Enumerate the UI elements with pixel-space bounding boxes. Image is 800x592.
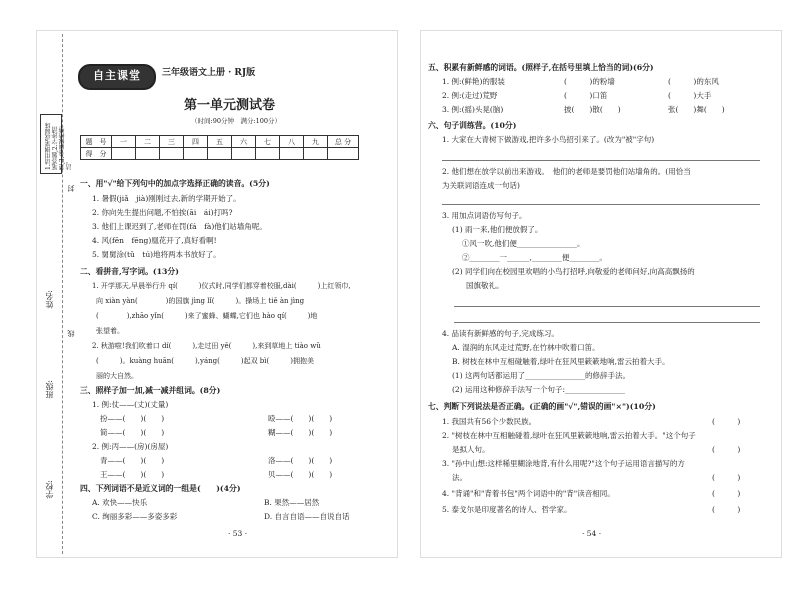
q5-item: 披( )散( ) bbox=[564, 105, 621, 114]
q6-s1: 1. 大家在大青树下做游戏,把许多小鸟招引来了。(改为"被"字句) bbox=[442, 135, 655, 144]
score-cell: 总 分 bbox=[328, 136, 359, 148]
score-input-cell[interactable] bbox=[328, 148, 359, 160]
exam-time-info: （时间:90分钟 满分:100分） bbox=[191, 117, 282, 125]
score-cell: 一 bbox=[112, 136, 136, 148]
score-input-cell[interactable] bbox=[256, 148, 280, 160]
q3-example: 1. 例:仗——(丈)(丈量) bbox=[92, 400, 169, 409]
score-cell: 八 bbox=[280, 136, 304, 148]
q7-item: 法。 bbox=[452, 473, 467, 482]
q7-item: 是拟人句。 bbox=[452, 445, 490, 454]
q3-item: 殴——( )( ) bbox=[268, 414, 333, 423]
score-cell: 九 bbox=[304, 136, 328, 148]
q7-paren[interactable]: ( ) bbox=[712, 489, 741, 498]
score-input-cell[interactable] bbox=[232, 148, 256, 160]
q5-item: 1. 例:(鲜艳)的服装 bbox=[442, 77, 505, 86]
q4-option: C. 绚丽多彩——多姿多彩 bbox=[92, 512, 178, 521]
q3-item: 青——( )( ) bbox=[100, 456, 165, 465]
score-input-cell[interactable] bbox=[184, 148, 208, 160]
q1-item: 2. 你向先生提出问题,不怕挨(āi ái)打吗? bbox=[92, 208, 233, 217]
logo: 自主课堂 bbox=[78, 64, 156, 90]
score-cell: 得 分 bbox=[81, 148, 112, 160]
q7-paren[interactable]: ( ) bbox=[712, 473, 741, 482]
q5-item: 张( )舞( ) bbox=[668, 105, 725, 114]
q2-title: 二、看拼音,写字词。(13分) bbox=[80, 267, 179, 276]
answer-line[interactable] bbox=[454, 306, 760, 307]
q1-item: 5. 舅舅涂(tǔ tú)地将两本书放好了。 bbox=[92, 250, 221, 259]
q6-title: 六、句子训练营。(10分) bbox=[428, 121, 517, 130]
q7-item: 2. "树枝在林中互相触碰着,绿叶在狂风里簌簌地响,雷云拍着大手。"这个句子 bbox=[442, 431, 696, 440]
q5-item: ( )大手 bbox=[668, 91, 712, 100]
name-label: 姓名: bbox=[45, 290, 54, 309]
notice-text: 1.请用钢笔或圆珠笔答题,2.字迹清楚,3.卷面保持整洁。 bbox=[45, 122, 73, 170]
score-cell: 四 bbox=[184, 136, 208, 148]
q7-title: 七、判断下列说法是否正确。(正确的画"√",错误的画"×")(10分) bbox=[428, 402, 656, 411]
q2-line: 1. 开学那天,早晨举行升 qí( )仪式时,同学们都穿着校服,dài( )上红领巾, bbox=[92, 282, 351, 290]
q2-line: 张望着。 bbox=[96, 327, 124, 335]
q6-s4: 4. 品读有新鲜感的句子,完成练习。 bbox=[442, 329, 559, 338]
answer-line[interactable] bbox=[454, 322, 760, 323]
score-cell: 二 bbox=[136, 136, 160, 148]
q7-paren[interactable]: ( ) bbox=[712, 505, 741, 514]
q5-item: ( )的粉墙 bbox=[564, 77, 615, 86]
q2-line: ( )。kuàng huān( ),yáng( )起双 bì( )拥抱美 bbox=[96, 357, 314, 365]
page-number-right: · 54 · bbox=[582, 529, 602, 538]
line-mark: 线 bbox=[67, 330, 75, 337]
q1-item: 4. 风(fēn fēng)凰花开了,真好看啊! bbox=[92, 236, 217, 245]
q6-s3d: (2) 同学们向在校园里欢唱的小鸟打招呼,向敬爱的老师问好,向高高飘扬的 bbox=[452, 267, 695, 276]
q1-title: 一、用"√"给下列句中的加点字选择正确的读音。(5分) bbox=[80, 179, 270, 188]
score-table-header-row bbox=[81, 136, 359, 148]
q7-item: 4. "背诵"和"背着书包"两个词语中的"背"读音相同。 bbox=[442, 489, 615, 498]
answer-line[interactable] bbox=[442, 160, 760, 161]
q1-item: 1. 暑假(jiǎ jià)刚刚过去,新的学期开始了。 bbox=[92, 194, 241, 203]
q6-s2: 2. 他们想在放学以前出来游戏。 他们的老师是要罚他们站墙角的。(用恰当 bbox=[442, 167, 691, 176]
q2-line: 丽的大自然。 bbox=[96, 372, 138, 380]
q4-option: B. 果然——居然 bbox=[264, 498, 320, 507]
q3-item: 糊——( )( ) bbox=[268, 428, 333, 437]
q3-title: 三、照样子加一加,减一减并组词。(8分) bbox=[80, 386, 221, 395]
score-input-cell[interactable] bbox=[208, 148, 232, 160]
q2-line: 2. 秋游啦!我们吹着口 dí( ),走过田 yě( ),来到草地上 tiào wǔ bbox=[92, 342, 321, 350]
q4-title: 四、下列词语不是近义词的一组是( )(4分) bbox=[80, 484, 241, 493]
q4-option: A. 欢快——快乐 bbox=[92, 498, 148, 507]
q5-item: 3. 例:(摇)头晃(脑) bbox=[442, 105, 504, 114]
q5-item: ( )的东风 bbox=[668, 77, 719, 86]
q3-example: 2. 例:丙——(房)(房屋) bbox=[92, 442, 169, 451]
score-input-cell[interactable] bbox=[304, 148, 328, 160]
q7-item: 5. 泰戈尔是印度著名的诗人、哲学家。 bbox=[442, 505, 572, 514]
score-cell: 五 bbox=[208, 136, 232, 148]
score-input-cell[interactable] bbox=[160, 148, 184, 160]
q4-option: D. 自言自语——自说自话 bbox=[264, 512, 350, 521]
school-label: 学校: bbox=[45, 480, 54, 499]
score-input-cell[interactable] bbox=[112, 148, 136, 160]
q2-line: ( ),zhāo yǐn( )来了蜜蜂、蝴蝶,它们也 hào qí( )地 bbox=[96, 312, 318, 320]
class-label: 班级: bbox=[45, 380, 54, 399]
score-input-cell[interactable] bbox=[136, 148, 160, 160]
q7-item: 1. 我国共有56个少数民族。 bbox=[442, 417, 537, 426]
q6-s2-cont: 为关联词语连成一句话) bbox=[442, 181, 520, 190]
q7-paren[interactable]: ( ) bbox=[712, 445, 741, 454]
q3-item: 扮——( )( ) bbox=[100, 414, 165, 423]
q7-paren[interactable]: ( ) bbox=[712, 417, 741, 426]
subject-label: 三年级语文上册 · RJ版 bbox=[162, 68, 256, 78]
q6-s3: 3. 用加点词语仿写句子。 bbox=[442, 211, 527, 220]
q3-item: 洛——( )( ) bbox=[268, 456, 333, 465]
q5-item: 2. 例:(走过)荒野 bbox=[442, 91, 498, 100]
score-cell: 七 bbox=[256, 136, 280, 148]
score-table-score-row bbox=[81, 148, 359, 160]
q6-s3e: 国旗敬礼。 bbox=[466, 281, 504, 290]
q7-item: 3. "孙中山想:这样稀里糊涂地背,有什么用呢?"这个句子运用语言描写的方 bbox=[442, 459, 685, 468]
q6-s4b: B. 树枝在林中互相碰触着,绿叶在狂风里簌簌地响,雷云拍着大手。 bbox=[452, 357, 670, 366]
q6-s3c: ②________一______,________便________。 bbox=[462, 253, 607, 262]
q6-s4c: (1) 这两句话都运用了________________的修辞手法。 bbox=[452, 371, 631, 380]
score-cell: 题 号 bbox=[81, 136, 112, 148]
score-table bbox=[80, 135, 359, 160]
q3-item: 简——( )( ) bbox=[100, 428, 165, 437]
score-cell: 六 bbox=[232, 136, 256, 148]
score-cell: 三 bbox=[160, 136, 184, 148]
q5-item: ( )口笛 bbox=[564, 91, 608, 100]
seal-mark: 封 bbox=[67, 185, 75, 192]
exam-title: 第一单元测试卷 bbox=[184, 98, 276, 113]
q3-item: 贝——( )( ) bbox=[268, 470, 333, 479]
q2-line: 向 xiàn yàn( )的国旗 jìng lǐ( )。操场上 tiě àn jìng bbox=[96, 297, 305, 305]
q6-s3b: ①风一吹,他们便________________。 bbox=[462, 239, 585, 248]
score-input-cell[interactable] bbox=[280, 148, 304, 160]
q6-s4d: (2) 运用这种修辞手法写一个句子:________________ bbox=[452, 385, 626, 394]
q5-title: 五、积累有新鲜感的词语。(照样子,在括号里填上恰当的词)(6分) bbox=[428, 63, 654, 72]
page-number-left: · 53 · bbox=[228, 529, 248, 538]
q6-s4a: A. 湿润的东风走过荒野,在竹林中吹着口笛。 bbox=[452, 343, 600, 352]
q3-item: 王——( )( ) bbox=[100, 470, 165, 479]
q6-s3a: (1) 雨一来,他们便放假了。 bbox=[452, 225, 543, 234]
q1-item: 3. 他们上课迟到了,老师在罚(fá fà)他们站墙角呢。 bbox=[92, 222, 267, 231]
answer-line[interactable] bbox=[442, 204, 760, 205]
